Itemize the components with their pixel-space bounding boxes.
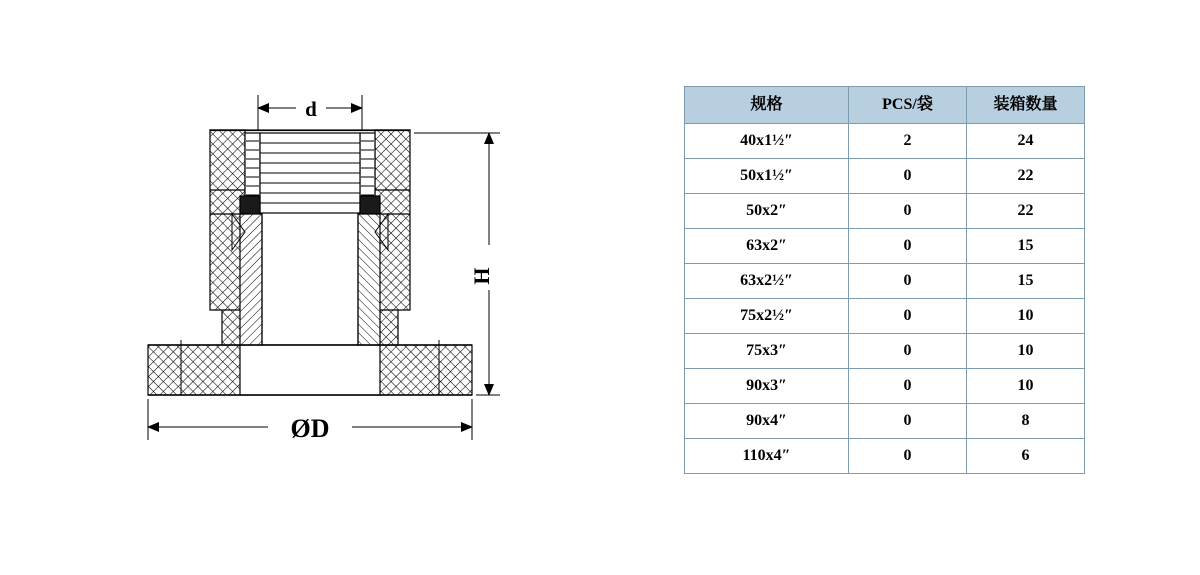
cell-carton: 8 xyxy=(967,404,1085,439)
cell-spec: 90x4″ xyxy=(685,404,849,439)
table-row xyxy=(685,194,1085,229)
cell-pcs: 0 xyxy=(849,369,967,404)
cell-spec: 63x2½″ xyxy=(685,264,849,299)
cell-spec: 110x4″ xyxy=(685,439,849,474)
table-row xyxy=(685,404,1085,439)
table-row xyxy=(685,124,1085,159)
cell-carton: 10 xyxy=(967,334,1085,369)
cell-carton: 24 xyxy=(967,124,1085,159)
cell-pcs: 0 xyxy=(849,229,967,264)
table-row xyxy=(685,299,1085,334)
dimension-label-d: d xyxy=(305,97,317,121)
table-row xyxy=(685,334,1085,369)
cell-carton: 22 xyxy=(967,194,1085,229)
column-header-carton-qty: 装箱数量 xyxy=(967,87,1085,124)
table-header-row xyxy=(685,87,1085,124)
table-row xyxy=(685,229,1085,264)
cell-carton: 15 xyxy=(967,264,1085,299)
cell-spec: 50x2″ xyxy=(685,194,849,229)
cell-spec: 63x2″ xyxy=(685,229,849,264)
table-row xyxy=(685,264,1085,299)
column-header-spec: 规格 xyxy=(685,87,849,124)
cell-pcs: 0 xyxy=(849,194,967,229)
cell-pcs: 0 xyxy=(849,439,967,474)
specification-table-container xyxy=(684,86,1084,474)
cell-carton: 6 xyxy=(967,439,1085,474)
cell-carton: 10 xyxy=(967,369,1085,404)
cell-carton: 10 xyxy=(967,299,1085,334)
cell-pcs: 0 xyxy=(849,159,967,194)
specification-table xyxy=(684,86,1085,474)
cell-pcs: 0 xyxy=(849,299,967,334)
cell-pcs: 0 xyxy=(849,404,967,439)
cell-spec: 90x3″ xyxy=(685,369,849,404)
cell-spec: 40x1½″ xyxy=(685,124,849,159)
cell-pcs: 2 xyxy=(849,124,967,159)
cell-pcs: 0 xyxy=(849,334,967,369)
table-row xyxy=(685,439,1085,474)
cell-carton: 15 xyxy=(967,229,1085,264)
cell-spec: 75x2½″ xyxy=(685,299,849,334)
table-row xyxy=(685,369,1085,404)
cell-spec: 75x3″ xyxy=(685,334,849,369)
table-row xyxy=(685,159,1085,194)
column-header-pcs-per-bag: PCS/袋 xyxy=(849,87,967,124)
cell-pcs: 0 xyxy=(849,264,967,299)
cell-spec: 50x1½″ xyxy=(685,159,849,194)
cell-carton: 22 xyxy=(967,159,1085,194)
dimension-label-h: H xyxy=(469,267,494,285)
dimension-label-od: ØD xyxy=(290,414,330,443)
